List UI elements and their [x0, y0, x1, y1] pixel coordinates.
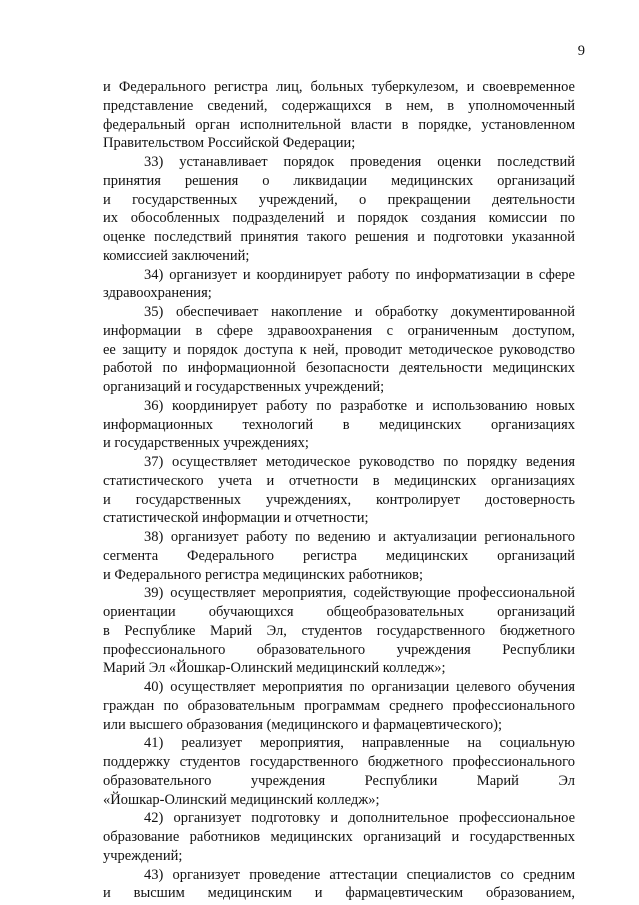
- text-line: информации в сфере здравоохранения с ограниченным доступом,: [103, 322, 575, 339]
- text-line: образование работников медицинских организаций и государственных: [103, 829, 575, 845]
- text-line: ее защиту и порядок доступа к ней, проводит методическое руководство: [103, 341, 575, 358]
- text-line: федеральный орган исполнительной власти в порядке, установленном: [103, 116, 575, 133]
- text-line: 43) организует проведение аттестации специалистов со средним: [144, 866, 575, 883]
- text-line: работой по информационной безопасности деятельности медицинских: [103, 360, 575, 377]
- text-line: принятия решения о ликвидации медицинских организаций: [103, 172, 575, 189]
- text-line: 40) осуществляет мероприятия по организации целевого обучения: [144, 679, 575, 695]
- text-line: статистической информации и отчетности;: [103, 510, 369, 527]
- text-line: 42) организует подготовку и дополнительное профессиональное: [144, 810, 575, 827]
- text-line: в Республике Марий Эл, студентов государственного бюджетного: [103, 622, 575, 639]
- text-line: организаций и государственных учреждений;: [103, 379, 385, 395]
- text-line: 38) организует работу по ведению и актуализации регионального: [144, 529, 575, 545]
- text-line: их обособленных подразделений и порядок создания комиссии по: [103, 210, 575, 227]
- text-line: и Федерального регистра лиц, больных туберкулезом, и своевременное: [103, 79, 575, 95]
- text-line: и государственных учреждений, о прекращении деятельности: [103, 191, 575, 208]
- text-line: информационных технологий в медицинских организациях: [103, 416, 575, 433]
- text-line: сегмента Федерального регистра медицинских организаций: [103, 547, 575, 564]
- text-line: Правительством Российской Федерации;: [103, 135, 356, 152]
- text-line: образовательного учреждения Республики Марий Эл: [103, 772, 575, 789]
- page-number: 9: [577, 43, 585, 59]
- text-line: статистического учета и отчетности в медицинских организациях: [103, 472, 575, 489]
- document-body: [103, 78, 575, 903]
- text-line: комиссией заключений;: [103, 247, 250, 264]
- text-line: 39) осуществляет мероприятия, содействующие профессиональной: [144, 585, 575, 602]
- text-line: и Федерального регистра медицинских работников;: [103, 566, 424, 583]
- text-line: профессионального образовательного учреждения Республики: [103, 641, 575, 658]
- text-line: 37) осуществляет методическое руководство по порядку ведения: [144, 454, 575, 470]
- text-line: 41) реализует мероприятия, направленные на социальную: [144, 735, 575, 752]
- text-line: или высшего образования (медицинского и фармацевтического);: [103, 716, 503, 733]
- text-line: учреждений;: [103, 847, 183, 864]
- text-line: и высшим медицинским и фармацевтическим образованием,: [103, 885, 575, 902]
- text-line: 36) координирует работу по разработке и использованию новых: [144, 397, 575, 414]
- text-line: 35) обеспечивает накопление и обработку документированной: [144, 304, 575, 320]
- text-line: Марий Эл «Йошкар-Олинский медицинский колледж»;: [103, 660, 446, 677]
- text-line: ориентации обучающихся общеобразовательных организаций: [103, 604, 575, 620]
- text-line: и государственных учреждениях, контролирует достоверность: [103, 491, 575, 508]
- text-line: представление сведений, содержащихся в нем, в уполномоченный: [103, 97, 575, 114]
- text-line: 34) организует и координирует работу по информатизации в сфере: [144, 266, 575, 283]
- text-line: и государственных учреждениях;: [103, 435, 309, 452]
- text-line: «Йошкар-Олинский медицинский колледж»;: [103, 791, 380, 808]
- text-line: граждан по образовательным программам среднего профессионального: [103, 697, 575, 714]
- text-line: поддержку студентов государственного бюджетного профессионального: [103, 754, 575, 770]
- text-line: оценке последствий принятия такого решения и подготовки указанной: [103, 229, 575, 245]
- text-line: здравоохранения;: [103, 285, 212, 302]
- text-line: 33) устанавливает порядок проведения оценки последствий: [144, 154, 575, 170]
